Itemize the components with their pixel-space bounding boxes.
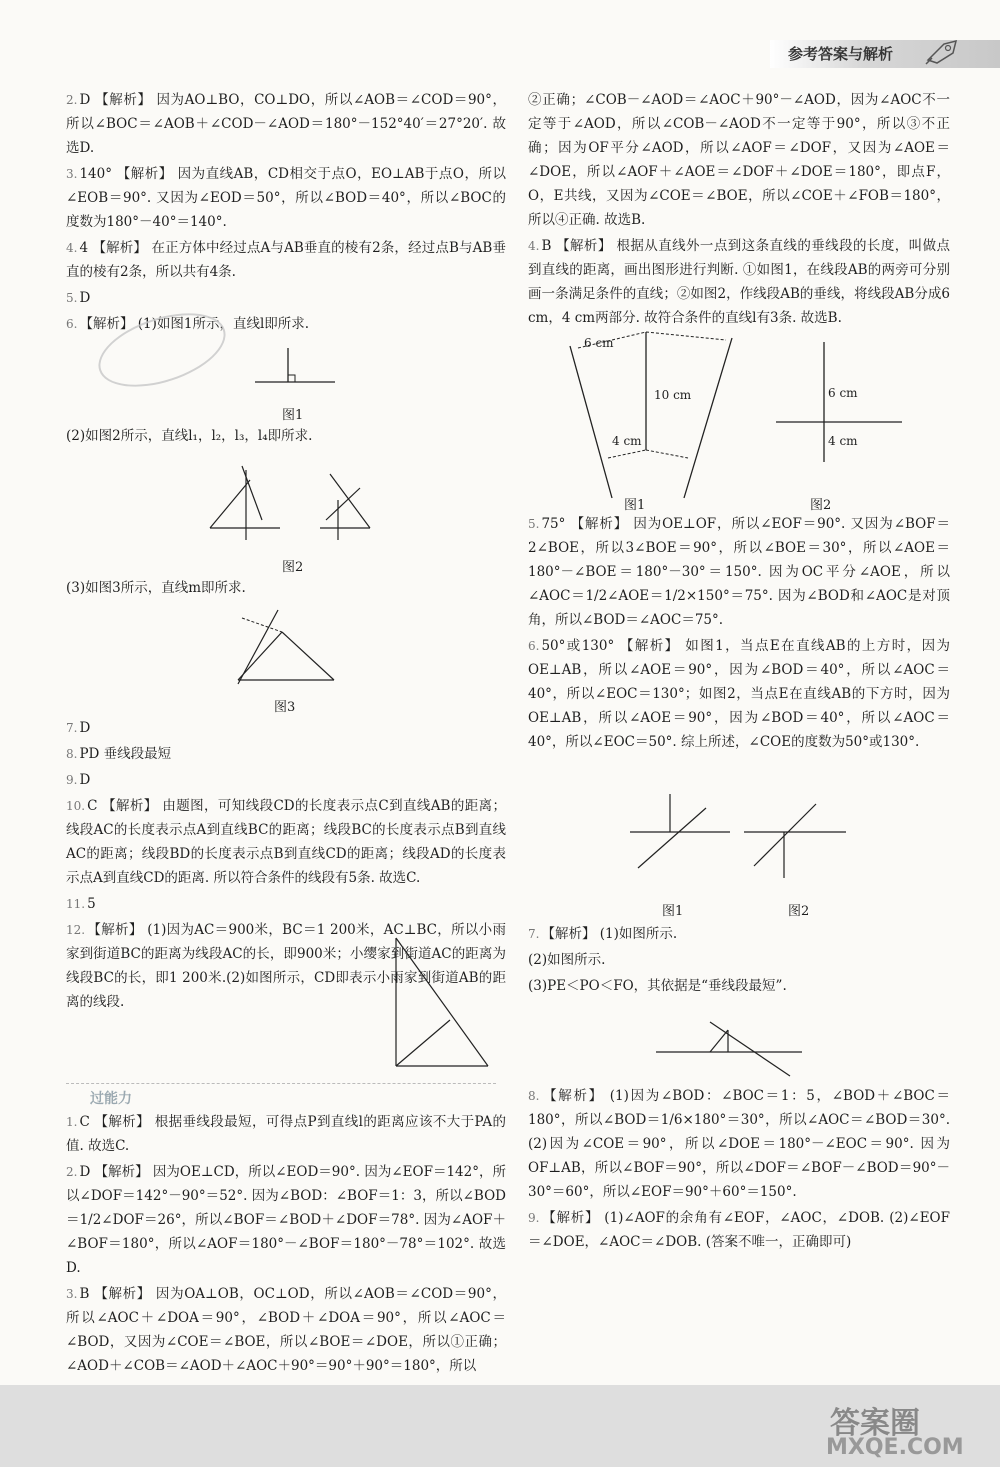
left-fig1-caption: 图1	[282, 408, 304, 423]
watermark-logo: 答案圈	[830, 1406, 920, 1441]
item-text: 【解析】 (1)因为∠BOD：∠BOC＝1：5，∠BOD＋∠BOC＝180°，所以∠BOD＝1/6×180°＝30°，所以∠AOC＝∠BOD＝30°. (2)因为∠COE＝90°，所以∠DOE＝180°－∠EOC＝90°. 因为OF⊥AB，所以∠BOF＝90°，所以∠DOF＝∠BOF－∠BOD＝90°－30°＝60°，所以∠EOF＝90°＋60°＝150°.	[528, 1088, 950, 1200]
item-text: 5	[87, 896, 96, 912]
item-number: 7.	[528, 927, 540, 941]
item-text: ②正确；∠COB－∠AOD＝∠AOC＋90°－∠AOD，因为∠AOC不一定等于∠AOD，所以∠COB－∠AOD不一定等于90°，所以③不正确；因为OF平分∠AOD，所以∠AOF＝∠DOF，又因为∠AOE＝∠DOE，所以∠AOF＋∠AOE＝∠DOF＋∠DOE＝180°，即点F，O，E共线，又因为∠COE＝∠BOE，所以∠COE＋∠FOB＝180°，所以④正确. 故选B.	[528, 92, 950, 228]
answer-item	[528, 88, 950, 232]
item-number: 6.	[66, 317, 78, 331]
item-text: D 【解析】 因为AO⊥BO，CO⊥DO，所以∠AOB＝∠COD＝90°，所以∠BOC＝∠AOB＋∠COD－∠AOD＝180°－152°40′＝27°20′. 故选D.	[66, 92, 506, 156]
answer-item	[66, 162, 506, 234]
answer-item	[66, 576, 506, 600]
left-fig1	[250, 346, 340, 398]
item-text: D	[79, 290, 91, 306]
right-fig2-caption: 图2	[810, 498, 832, 513]
right-fig6	[620, 784, 920, 894]
item-number: 7.	[66, 721, 78, 735]
item-number: 5.	[528, 517, 540, 531]
item-text: 【解析】 (1)∠AOF的余角有∠EOF，∠AOC，∠DOB. (2)∠EOF＝∠DOE，∠AOC＝∠DOB. (答案不唯一，正确即可)	[528, 1210, 950, 1250]
item-number: 10.	[66, 799, 86, 813]
item-number: 6.	[528, 639, 540, 653]
answer-item	[528, 974, 950, 998]
left-fig12-triangle	[376, 928, 502, 1080]
watermark-site: MXQE.COM	[826, 1435, 964, 1460]
item-number: 9.	[66, 773, 78, 787]
item-text: (3)PE＜PO＜FO，其依据是“垂线段最短”.	[528, 978, 787, 994]
left-fig2-caption: 图2	[282, 560, 304, 575]
answer-item	[528, 234, 950, 330]
item-text: 4 【解析】 在正方体中经过点A与AB垂直的棱有2条，经过点B与AB垂直的棱有2条，所以共有4条.	[66, 240, 506, 280]
item-number: 2.	[66, 1165, 78, 1179]
answer-item	[528, 634, 950, 754]
item-text: D	[79, 772, 91, 788]
item-text: B 【解析】 因为OA⊥OB，OC⊥OD，所以∠AOB＝∠COD＝90°，所以∠AOC＋∠DOA＝90°，∠BOD＋∠DOA＝90°，所以∠AOC＝∠BOD，又因为∠COE＝∠BOE，所以∠BOE＝∠DOE，所以①正确；∠AOD＋∠COB＝∠AOD＋∠AOC＋90°＝90°＋90°＝180°，所以	[66, 1286, 506, 1374]
item-text: 50°或130° 【解析】 如图1，当点E在直线AB的上方时，因为OE⊥AB，所以∠AOE＝90°，因为∠BOD＝40°，所以∠AOC＝40°，所以∠EOC＝130°；如图2，当点E在直线AB的下方时，因为OE⊥AB，所以∠AOE＝90°，因为∠BOD＝40°，所以∠AOC＝40°，所以∠EOC＝50°. 综上所述，∠COE的度数为50°或130°.	[528, 638, 950, 750]
answer-item	[528, 922, 950, 946]
item-text: (2)如图2所示，直线l₁，l₂，l₃，l₄即所求.	[66, 428, 313, 444]
item-number: 12.	[66, 923, 86, 937]
item-text: (2)如图所示.	[528, 952, 606, 968]
label-6cm-left: 6 cm	[584, 336, 614, 350]
answer-item	[66, 88, 506, 160]
item-number: 2.	[66, 93, 78, 107]
section-divider	[66, 1083, 496, 1084]
answer-item	[66, 236, 506, 284]
answer-item	[66, 1110, 506, 1158]
left-fig3	[230, 604, 350, 690]
right-fig1-caption: 图1	[624, 498, 646, 513]
label-4cm-a: 4 cm	[612, 434, 642, 448]
item-text: 【解析】 (1)如图1所示，直线l即所求.	[79, 316, 310, 332]
item-number: 9.	[528, 1211, 540, 1225]
answer-item	[66, 794, 506, 890]
item-text: 75° 【解析】 因为OE⊥OF，所以∠EOF＝90°. 又因为∠BOF＝2∠BOE，所以3∠BOE＝90°，所以∠BOE＝30°，所以∠AOE＝180°－∠BOE＝180°－30°＝150°. 因为OC平分∠AOE，所以∠AOC＝1/2∠AOE＝1/2×150°＝75°. 因为∠BOD和∠AOC是对顶角，所以∠BOD＝∠AOC＝75°.	[528, 516, 950, 628]
answer-item	[66, 286, 506, 310]
item-number: 8.	[66, 747, 78, 761]
answer-item	[528, 948, 950, 972]
answer-item	[528, 512, 950, 632]
item-text: 【解析】 (1)因为AC＝900米，BC＝1 200米，AC⊥BC，所以小雨家到街道BC的距离为线段AC的长，即900米；小缨家到街道AC的距离为线段BC的长，即1 200米.(2)如图所示，CD即表示小雨家到街道AB的距离的线段.	[66, 922, 506, 1010]
section-label: 过能力	[90, 1091, 132, 1107]
page-header-title: 参考答案与解析	[788, 45, 894, 63]
item-number: 1.	[66, 1115, 78, 1129]
answer-item	[66, 716, 506, 740]
item-number: 3.	[66, 1287, 78, 1301]
answer-item	[66, 742, 506, 766]
item-text: C 【解析】 根据垂线段最短，可得点P到直线l的距离应该不大于PA的值. 故选C.	[66, 1114, 506, 1154]
answer-item	[528, 1084, 950, 1204]
item-text: C 【解析】 由题图，可知线段CD的长度表示点C到直线AB的距离；线段AC的长度表示点A到直线BC的距离；线段BC的长度表示点B到直线AC的距离；线段BD的长度表示点B到直线CD的距离；线段AD的长度表示点A到直线CD的距离. 所以符合条件的线段有5条. 故选C.	[66, 798, 506, 886]
answer-item	[66, 1282, 506, 1378]
item-text: 140° 【解析】 因为直线AB，CD相交于点O，EO⊥AB于点O，所以∠EOB＝90°. 又因为∠EOD＝50°，所以∠BOD＝40°，所以∠BOC的度数为180°－40°＝140°.	[66, 166, 506, 230]
answer-item	[528, 1206, 950, 1254]
item-number: 11.	[66, 897, 86, 911]
rocket-icon	[924, 38, 960, 66]
item-number: 5.	[66, 291, 78, 305]
label-10cm: 10 cm	[654, 388, 692, 402]
right-fig6-caption1: 图1	[662, 904, 684, 919]
item-text: D 【解析】 因为OE⊥CD，所以∠EOD＝90°. 因为∠EOF＝142°，所以∠DOF＝142°－90°＝52°. 因为∠BOD：∠BOF＝1：3，所以∠BOD＝1/2∠DOF＝26°，所以∠BOF＝∠BOD＋∠DOF＝78°. 因为∠AOF＋∠BOF＝180°，所以∠AOF＝180°－∠BOF＝180°－78°＝102°. 故选D.	[66, 1164, 506, 1276]
left-fig2	[200, 460, 390, 550]
item-number: 4.	[528, 239, 540, 253]
item-number: 3.	[66, 167, 78, 181]
item-text: PD 垂线段最短	[79, 746, 172, 762]
item-number: 8.	[528, 1089, 540, 1103]
item-text: B 【解析】 根据从直线外一点到这条直线的垂线段的长度，叫做点到直线的距离，画出图形进行判断. ①如图1，在线段AB的两旁可分别画一条满足条件的直线；②如图2，作线段AB的垂线，将线段AB分成6 cm，4 cm两部分. 故符合条件的直线l有3条. 故选B.	[528, 238, 950, 326]
label-4cm-b: 4 cm	[828, 434, 858, 448]
item-text: 【解析】 (1)如图所示.	[541, 926, 678, 942]
item-text: D	[79, 720, 91, 736]
right-fig7	[650, 1016, 810, 1080]
right-fig6-caption2: 图2	[788, 904, 810, 919]
answer-item	[66, 768, 506, 792]
answer-item	[66, 424, 506, 448]
answer-item	[66, 1160, 506, 1280]
item-number: 4.	[66, 241, 78, 255]
label-6cm-right: 6 cm	[828, 386, 858, 400]
item-text: (3)如图3所示，直线m即所求.	[66, 580, 246, 596]
answer-item	[66, 892, 506, 916]
right-fig4-cross	[772, 338, 922, 468]
left-fig3-caption: 图3	[274, 700, 296, 715]
